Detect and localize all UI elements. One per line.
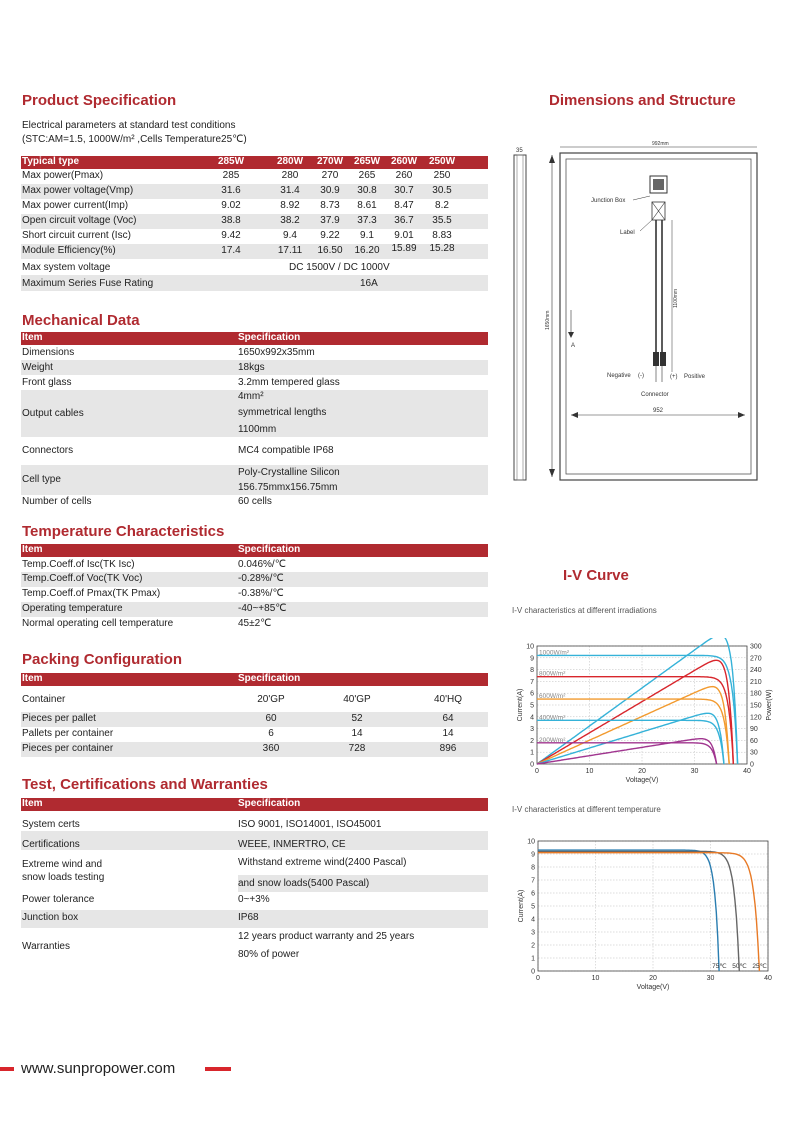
cell-value: 38.8 bbox=[221, 215, 241, 226]
y-tick-label: 1 bbox=[530, 749, 534, 757]
cell-value: -0.38%/℃ bbox=[238, 588, 284, 599]
footer-url[interactable]: www.sunpropower.com bbox=[21, 1060, 176, 1077]
section-label: A bbox=[571, 343, 576, 349]
iv-curve-title: I-V Curve bbox=[563, 567, 629, 584]
cell-value: 280 bbox=[281, 170, 299, 181]
x-tick-label: 20 bbox=[638, 768, 646, 775]
cell-value: Withstand extreme wind(2400 Pascal) bbox=[238, 857, 407, 868]
table-row bbox=[21, 831, 488, 850]
cell-value: 250 bbox=[433, 170, 451, 181]
y2-tick-label: 30 bbox=[750, 749, 758, 757]
header-265w: 265W bbox=[353, 156, 381, 167]
header-specification: Specification bbox=[238, 544, 301, 555]
arrow-down-icon bbox=[549, 469, 555, 477]
cell-value: 30.7 bbox=[394, 185, 414, 196]
cell-value: 45±2℃ bbox=[238, 618, 272, 629]
packing-title: Packing Configuration bbox=[22, 651, 183, 668]
iv-irradiation-chart bbox=[508, 638, 778, 788]
header-specification: Specification bbox=[238, 798, 301, 809]
row-label: Open circuit voltage (Voc) bbox=[22, 215, 137, 226]
table-row bbox=[21, 602, 488, 617]
negative-sign: (-) bbox=[638, 373, 644, 379]
panel-frame-inner bbox=[566, 159, 751, 474]
row-label: Front glass bbox=[22, 377, 72, 388]
table-row bbox=[21, 169, 488, 184]
x-axis-label: Voltage(V) bbox=[625, 777, 659, 784]
cell-value: 9.1 bbox=[360, 230, 374, 241]
series-iv-line bbox=[537, 743, 717, 764]
product-spec-header bbox=[21, 156, 488, 169]
table-row bbox=[21, 390, 488, 437]
row-label: Short circuit current (Isc) bbox=[22, 230, 131, 241]
series-label: 800W/m² bbox=[539, 670, 566, 678]
cell-value: 18kgs bbox=[238, 362, 265, 373]
y-tick-label: 3 bbox=[531, 929, 535, 937]
table-row bbox=[21, 572, 488, 587]
table-row bbox=[21, 437, 488, 465]
y-tick-label: 4 bbox=[530, 714, 534, 722]
x-tick-label: 30 bbox=[706, 975, 715, 982]
cell-value: symmetrical lengths bbox=[238, 407, 327, 418]
cell-value: -0.28%/℃ bbox=[238, 573, 284, 584]
certifications-header bbox=[21, 798, 488, 811]
y-tick-label: 5 bbox=[530, 702, 534, 710]
cell-value: 40'HQ bbox=[433, 694, 463, 705]
x-tick-label: 30 bbox=[690, 768, 699, 775]
y-tick-label: 8 bbox=[531, 864, 535, 872]
table-row bbox=[21, 727, 488, 742]
cell-value: 270 bbox=[321, 170, 339, 181]
cell-value: 156.75mmx156.75mm bbox=[238, 482, 338, 493]
series-label: 600W/m² bbox=[539, 693, 566, 701]
row-label: Certifications bbox=[22, 839, 80, 850]
product-spec-title: Product Specification bbox=[22, 92, 177, 109]
iv-temperature-chart bbox=[508, 834, 778, 996]
cell-value: MC4 compatible IP68 bbox=[238, 445, 334, 456]
row-label: Temp.Coeff.of Isc(TK Isc) bbox=[22, 559, 135, 570]
row-label: Pieces per pallet bbox=[22, 713, 96, 724]
table-row bbox=[21, 199, 488, 214]
y-tick-label: 2 bbox=[530, 737, 534, 745]
stc-line-2: (STC:AM=1.5, 1000W/m² ,Cells Temperature25℃) bbox=[22, 134, 247, 145]
row-label: Connectors bbox=[22, 445, 74, 456]
y-tick-label: 10 bbox=[527, 838, 535, 846]
y-tick-label: 0 bbox=[530, 761, 534, 769]
cell-value: 14 bbox=[351, 728, 363, 739]
footer-bar-right bbox=[205, 1067, 231, 1071]
series-iv-line bbox=[538, 850, 719, 971]
cell-value: Poly-Crystalline Silicon bbox=[238, 467, 340, 478]
cell-value: 8.83 bbox=[432, 230, 452, 241]
row-label: Max power current(Imp) bbox=[22, 200, 129, 211]
row-label: Cell type bbox=[22, 474, 61, 485]
cell-value: 30.5 bbox=[432, 185, 452, 196]
y-tick-label: 3 bbox=[530, 726, 534, 734]
cell-value: 15.89 bbox=[391, 243, 417, 254]
table-row bbox=[21, 275, 488, 291]
cell-value: 1100mm bbox=[238, 424, 277, 435]
row-label: Max power(Pmax) bbox=[22, 170, 104, 181]
table-row bbox=[21, 811, 488, 831]
section-arrow-icon bbox=[568, 332, 574, 338]
connector-positive-icon bbox=[660, 352, 666, 366]
table-row bbox=[21, 244, 488, 259]
row-label: Temp.Coeff.of Voc(TK Voc) bbox=[22, 573, 143, 584]
row-label: Junction box bbox=[22, 912, 79, 923]
table-row bbox=[21, 850, 488, 887]
label-text: Label bbox=[620, 230, 635, 236]
cell-value: 35.5 bbox=[432, 215, 452, 226]
x-axis-label: Voltage(V) bbox=[636, 984, 670, 991]
header-280w: 280W bbox=[276, 156, 304, 167]
header-item: Item bbox=[22, 798, 43, 809]
row-label: Maximum Series Fuse Rating bbox=[22, 278, 154, 289]
cell-value: 8.73 bbox=[320, 200, 340, 211]
cell-value: 15.28 bbox=[429, 243, 455, 254]
side-frame-outer bbox=[514, 155, 526, 480]
cell-value: 31.6 bbox=[221, 185, 241, 196]
row-label: Output cables bbox=[22, 408, 84, 419]
y-tick-label: 0 bbox=[531, 968, 535, 976]
row-label: Max system voltage bbox=[22, 262, 111, 273]
negative-label: Negative bbox=[607, 373, 631, 379]
table-row bbox=[21, 465, 488, 495]
table-row bbox=[21, 742, 488, 757]
header-item: Item bbox=[22, 673, 43, 684]
cell-value: 9.22 bbox=[320, 230, 340, 241]
temperature-title: Temperature Characteristics bbox=[22, 523, 225, 540]
table-row bbox=[21, 928, 488, 964]
header-specification: Specification bbox=[238, 673, 301, 684]
cell-value: 9.4 bbox=[283, 230, 297, 241]
y2-tick-label: 180 bbox=[750, 690, 762, 698]
row-label: Max power voltage(Vmp) bbox=[22, 185, 134, 196]
cell-value: 36.7 bbox=[394, 215, 414, 226]
row-label: Number of cells bbox=[22, 496, 92, 507]
cell-value: 30.9 bbox=[320, 185, 340, 196]
cell-value: 16.20 bbox=[354, 245, 380, 256]
row-label: Extreme wind and bbox=[22, 859, 103, 870]
cell-value: 360 bbox=[262, 743, 280, 754]
arrow-right-icon bbox=[738, 412, 745, 418]
header-item: Item bbox=[22, 332, 43, 343]
cell-value: 64 bbox=[442, 713, 454, 724]
temperature-table bbox=[21, 544, 488, 632]
dimensions-title: Dimensions and Structure bbox=[549, 92, 736, 109]
table-row bbox=[21, 360, 488, 375]
footer-bar-left bbox=[0, 1067, 14, 1071]
cable-length-label: 1100mm bbox=[673, 288, 679, 308]
mechanical-table bbox=[21, 332, 488, 510]
table-row bbox=[21, 617, 488, 632]
y-tick-label: 9 bbox=[530, 655, 534, 663]
cell-value: 6 bbox=[268, 728, 274, 739]
cell-value: 3.2mm tempered glass bbox=[238, 377, 340, 388]
row-label: Weight bbox=[22, 362, 53, 373]
mechanical-header bbox=[21, 332, 488, 345]
cell-value: 52 bbox=[351, 713, 363, 724]
header-260w: 260W bbox=[390, 156, 418, 167]
row-label: System certs bbox=[22, 819, 80, 830]
y2-tick-label: 150 bbox=[750, 702, 762, 710]
cell-value: 0.046%/℃ bbox=[238, 559, 286, 570]
series-label: 75℃ bbox=[712, 963, 727, 970]
x-tick-label: 10 bbox=[591, 975, 600, 982]
cell-value: 1650x992x35mm bbox=[238, 347, 315, 358]
cell-value: 60 bbox=[265, 713, 277, 724]
cell-value: 38.2 bbox=[280, 215, 300, 226]
cell-value: 37.9 bbox=[320, 215, 340, 226]
chart1-caption: I-V characteristics at different irradiations bbox=[512, 606, 657, 615]
cell-value: 12 years product warranty and 25 years bbox=[238, 931, 415, 942]
cell-value: 30.8 bbox=[357, 185, 377, 196]
junction-box-leader bbox=[633, 196, 650, 200]
cell-value: 17.11 bbox=[277, 245, 303, 256]
cell-value: 40'GP bbox=[343, 694, 371, 705]
table-row bbox=[21, 686, 488, 712]
y2-tick-label: 120 bbox=[750, 714, 762, 722]
series-label: 1000W/m² bbox=[539, 649, 569, 657]
table-row bbox=[21, 184, 488, 199]
x-tick-label: 0 bbox=[535, 768, 539, 775]
row-label: Container bbox=[22, 694, 66, 705]
y-tick-label: 5 bbox=[531, 903, 535, 911]
row-label: Warranties bbox=[22, 941, 70, 952]
cell-value: 16.50 bbox=[317, 245, 343, 256]
y2-axis-label: Power(W) bbox=[766, 689, 773, 721]
cell-value: 0~+3% bbox=[238, 894, 270, 905]
table-row bbox=[21, 259, 488, 275]
y-tick-label: 7 bbox=[530, 678, 534, 686]
y-tick-label: 10 bbox=[526, 643, 534, 651]
row-label: Pallets per container bbox=[22, 728, 114, 739]
height-label: 1650mm bbox=[545, 310, 551, 330]
connector-label: Connector bbox=[641, 392, 669, 398]
header-270w: 270W bbox=[316, 156, 344, 167]
row-label: Pieces per container bbox=[22, 743, 114, 754]
row-label: Temp.Coeff.of Pmax(TK Pmax) bbox=[22, 588, 161, 599]
x-tick-label: 0 bbox=[536, 975, 540, 982]
x-tick-label: 40 bbox=[743, 768, 751, 775]
table-row bbox=[21, 892, 488, 910]
cell-value: 4mm² bbox=[238, 391, 264, 402]
table-row bbox=[21, 910, 488, 928]
arrow-up-icon bbox=[549, 155, 555, 163]
cell-value: 17.4 bbox=[221, 245, 241, 256]
x-tick-label: 20 bbox=[649, 975, 657, 982]
series-label: 400W/m² bbox=[539, 714, 566, 722]
cell-value: ISO 9001, ISO14001, ISO45001 bbox=[238, 819, 382, 830]
y-axis-label: Current(A) bbox=[517, 688, 524, 722]
series-iv-line bbox=[538, 851, 739, 971]
header-250w: 250W bbox=[428, 156, 456, 167]
cell-value: 8.2 bbox=[435, 200, 449, 211]
table-row bbox=[21, 587, 488, 602]
cell-value: 728 bbox=[348, 743, 366, 754]
mechanical-data-title: Mechanical Data bbox=[22, 312, 140, 329]
header-typical-type: Typical type bbox=[22, 156, 80, 167]
cell-value: -40~+85℃ bbox=[238, 603, 287, 614]
cell-value: 14 bbox=[442, 728, 454, 739]
cell-value: 265 bbox=[358, 170, 376, 181]
y-tick-label: 8 bbox=[530, 667, 534, 675]
side-frame-inner bbox=[517, 155, 523, 480]
row-label: Normal operating cell temperature bbox=[22, 618, 174, 629]
y2-tick-label: 0 bbox=[750, 761, 754, 769]
y2-tick-label: 270 bbox=[750, 655, 762, 663]
junction-box-label: Junction Box bbox=[591, 198, 626, 204]
y-tick-label: 9 bbox=[531, 851, 535, 859]
y-tick-label: 6 bbox=[530, 690, 534, 698]
y2-tick-label: 300 bbox=[750, 643, 762, 651]
connector-negative-icon bbox=[653, 352, 659, 366]
y2-tick-label: 60 bbox=[750, 737, 758, 745]
cell-value: 37.3 bbox=[357, 215, 377, 226]
row-label: Power tolerance bbox=[22, 894, 95, 905]
table-row bbox=[21, 214, 488, 229]
series-label: 50℃ bbox=[732, 963, 747, 970]
row-label: snow loads testing bbox=[22, 872, 105, 883]
product-spec-table bbox=[21, 156, 488, 291]
cell-value: 8.92 bbox=[280, 200, 300, 211]
junction-box-core bbox=[653, 179, 664, 190]
cell-value: and snow loads(5400 Pascal) bbox=[238, 875, 488, 892]
y-tick-label: 1 bbox=[531, 955, 535, 963]
stc-line-1: Electrical parameters at standard test conditions bbox=[22, 120, 236, 131]
positive-sign: (+) bbox=[670, 374, 678, 380]
row-label: Module Efficiency(%) bbox=[22, 245, 116, 256]
y2-tick-label: 240 bbox=[750, 667, 762, 675]
y-tick-label: 7 bbox=[531, 877, 535, 885]
cell-value: 80% of power bbox=[238, 949, 300, 960]
series-label: 200W/m² bbox=[539, 736, 566, 744]
table-row bbox=[21, 229, 488, 244]
series-iv-line bbox=[537, 699, 729, 764]
temperature-header bbox=[21, 544, 488, 557]
cell-value: 896 bbox=[439, 743, 457, 754]
panel-dimension-drawing bbox=[505, 140, 770, 485]
cell-value: DC 1500V / DC 1000V bbox=[289, 262, 390, 273]
cell-value: WEEE, INMERTRO, CE bbox=[238, 839, 346, 850]
label-leader bbox=[640, 220, 652, 231]
header-285w: 285W bbox=[217, 156, 245, 167]
y2-tick-label: 90 bbox=[750, 726, 758, 734]
cell-value: IP68 bbox=[238, 912, 259, 923]
cell-value: 260 bbox=[395, 170, 413, 181]
cell-value: 8.61 bbox=[357, 200, 377, 211]
y-tick-label: 6 bbox=[531, 890, 535, 898]
cell-value: 9.42 bbox=[221, 230, 241, 241]
y-tick-label: 2 bbox=[531, 942, 535, 950]
y-tick-label: 4 bbox=[531, 916, 535, 924]
cell-value: 20'GP bbox=[257, 694, 285, 705]
cell-value: 31.4 bbox=[280, 185, 300, 196]
series-label: 25℃ bbox=[752, 963, 767, 970]
table-row bbox=[21, 557, 488, 572]
side-thickness-label: 35 bbox=[516, 148, 523, 154]
cell-value: 16A bbox=[360, 278, 378, 289]
arrow-left-icon bbox=[571, 412, 578, 418]
chart2-caption: I-V characteristics at different temperature bbox=[512, 805, 661, 814]
row-label: Operating temperature bbox=[22, 603, 123, 614]
table-row bbox=[21, 495, 488, 510]
width-label: 992mm bbox=[652, 141, 669, 147]
series-iv-line bbox=[538, 853, 759, 971]
y2-tick-label: 210 bbox=[750, 678, 762, 686]
table-row bbox=[21, 375, 488, 390]
packing-header bbox=[21, 673, 488, 686]
cell-value: 9.02 bbox=[221, 200, 241, 211]
certifications-title: Test, Certifications and Warranties bbox=[22, 776, 268, 793]
table-row bbox=[21, 345, 488, 360]
inner-width-label: 952 bbox=[653, 408, 664, 414]
row-label: Dimensions bbox=[22, 347, 75, 358]
y-axis-label: Current(A) bbox=[518, 889, 525, 923]
cell-value: 8.47 bbox=[394, 200, 414, 211]
x-tick-label: 10 bbox=[585, 768, 594, 775]
cell-value: 60 cells bbox=[238, 496, 272, 507]
certifications-table bbox=[21, 798, 488, 964]
cell-value: 9.01 bbox=[394, 230, 414, 241]
positive-label: Positive bbox=[684, 374, 706, 380]
packing-table bbox=[21, 673, 488, 757]
header-item: Item bbox=[22, 544, 43, 555]
cell-value: 285 bbox=[222, 170, 240, 181]
x-tick-label: 40 bbox=[764, 975, 772, 982]
table-row bbox=[21, 712, 488, 727]
header-specification: Specification bbox=[238, 332, 301, 343]
